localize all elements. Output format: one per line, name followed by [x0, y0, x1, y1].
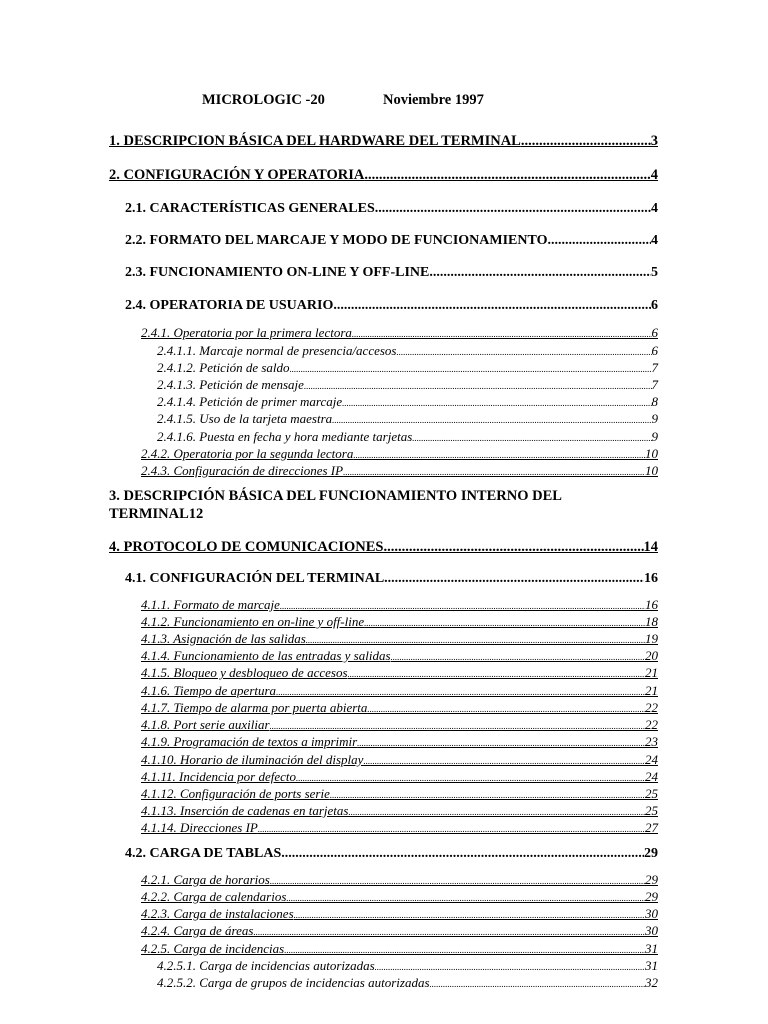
toc-page-number: 9 — [651, 411, 658, 426]
toc-leader-dots — [276, 687, 645, 697]
toc-entry[interactable] — [141, 786, 658, 802]
toc-entry-label: 4.2.2. Carga de calendarios — [141, 889, 287, 904]
document-date: Noviembre 1997 — [383, 92, 484, 108]
toc-entry-label: 2. CONFIGURACIÓN Y OPERATORIA — [109, 167, 365, 183]
toc-page-number: 16 — [645, 597, 658, 612]
toc-leader-dots — [364, 618, 645, 628]
toc-leader-dots — [306, 635, 645, 645]
toc-entry-label: 4.1.14. Direcciones IP — [141, 820, 258, 835]
toc-entry[interactable] — [141, 631, 658, 647]
document-title: MICROLOGIC -20 — [202, 92, 325, 108]
toc-entry[interactable] — [125, 846, 658, 862]
toc-page-number: 4 — [651, 201, 658, 216]
toc-page-number: 3 — [650, 133, 658, 149]
toc-entry-label: 4.2.4. Carga de áreas — [141, 923, 254, 938]
toc-entry[interactable] — [125, 298, 658, 314]
toc-entry-label: 4.1.5. Bloqueo y desbloqueo de accesos — [141, 665, 348, 680]
toc-leader-dots — [363, 756, 645, 766]
toc-page-number: 4 — [650, 167, 658, 183]
toc-leader-dots — [343, 467, 645, 477]
toc-leader-dots — [396, 347, 651, 357]
toc-leader-dots — [296, 773, 645, 783]
toc-leader-dots — [270, 721, 645, 731]
toc-entry[interactable] — [141, 803, 658, 819]
toc-entry-label: 2.4.1.2. Petición de saldo — [157, 360, 290, 375]
toc-page-number: 27 — [645, 820, 658, 835]
toc-entry-label: 4.2.3. Carga de instalaciones — [141, 906, 294, 921]
toc-entry-label: 4.1.4. Funcionamiento de las entradas y salidas — [141, 648, 391, 663]
toc-page-number: 16 — [644, 571, 658, 586]
toc-entry[interactable] — [141, 683, 658, 699]
toc-entry[interactable] — [141, 717, 658, 733]
toc-page-number: 5 — [651, 265, 658, 280]
toc-entry[interactable] — [141, 463, 658, 479]
toc-leader-dots — [352, 329, 652, 339]
toc-entry[interactable] — [157, 975, 658, 991]
toc-leader-dots — [258, 824, 645, 834]
toc-leader-dots — [284, 945, 645, 955]
toc-entry-label: 4.1.6. Tiempo de apertura — [141, 683, 277, 698]
toc-leader-dots — [367, 704, 645, 714]
toc-page-number: 6 — [651, 325, 658, 340]
toc-leader-dots — [429, 265, 651, 281]
toc-page-number: 25 — [645, 803, 658, 818]
toc-entry[interactable] — [141, 923, 658, 939]
toc-page-number: 18 — [645, 614, 658, 629]
toc-leader-dots — [294, 910, 645, 920]
toc-page-number: 19 — [645, 631, 658, 646]
toc-entry-label: 2.4.1.5. Uso de la tarjeta maestra — [157, 411, 333, 426]
toc-page-number: 7 — [651, 360, 658, 375]
toc-leader-dots — [348, 807, 645, 817]
toc-entry-label: 4.2.5. Carga de incidencias — [141, 941, 285, 956]
toc-entry-label: 2.3. FUNCIONAMIENTO ON-LINE Y OFF-LINE — [125, 265, 430, 280]
toc-leader-dots — [364, 167, 650, 184]
toc-entry[interactable] — [141, 734, 658, 750]
toc-entry-label: 2.4.1.4. Petición de primer marcaje — [157, 394, 343, 409]
toc-page-number: 22 — [645, 717, 658, 732]
toc-leader-dots — [383, 539, 643, 556]
toc-entry-label: 3. DESCRIPCIÓN BÁSICA DEL FUNCIONAMIENTO INTERNO DEL — [109, 488, 562, 504]
toc-entry[interactable] — [141, 872, 658, 888]
toc-entry[interactable] — [109, 133, 658, 150]
toc-entry[interactable] — [125, 233, 658, 249]
toc-entry-label: 2.4.1.3. Petición de mensaje — [157, 377, 304, 392]
toc-leader-dots — [412, 433, 651, 443]
toc-page-number: 29 — [645, 872, 658, 887]
toc-entry[interactable] — [157, 411, 658, 427]
toc-page-number: 20 — [645, 648, 658, 663]
toc-page-number: 21 — [645, 665, 658, 680]
toc-entry[interactable] — [141, 597, 658, 613]
toc-page-number: 22 — [645, 700, 658, 715]
toc-leader-dots — [521, 133, 651, 150]
toc-page-number: 30 — [645, 923, 658, 938]
toc-entry[interactable] — [157, 343, 658, 359]
toc-page-number: 24 — [645, 752, 658, 767]
toc-page-number: 4 — [651, 233, 658, 248]
toc-entry[interactable] — [109, 488, 658, 524]
toc-entry[interactable] — [141, 700, 658, 716]
toc-leader-dots — [281, 846, 644, 862]
toc-leader-dots — [353, 450, 645, 460]
toc-entry-label: 4.1.11. Incidencia por defecto — [141, 769, 296, 784]
toc-entry-label: 2.4.1. Operatoria por la primera lectora — [141, 325, 352, 340]
toc-entry-label: 4.1.1. Formato de marcaje — [141, 597, 280, 612]
toc-page-number: 10 — [645, 463, 658, 478]
toc-page-number: 7 — [651, 377, 658, 392]
toc-leader-dots — [357, 738, 645, 748]
toc-entry[interactable] — [141, 614, 658, 630]
toc-page-number: 6 — [651, 343, 658, 358]
toc-leader-dots — [430, 979, 645, 989]
toc-entry-label: 4.1.8. Port serie auxiliar — [141, 717, 270, 732]
toc-entry-label: 2.4.1.6. Puesta en fecha y hora mediante tarjetas — [157, 429, 413, 444]
toc-leader-dots — [304, 381, 652, 391]
toc-leader-dots — [384, 571, 644, 587]
toc-page-number: 29 — [644, 846, 658, 861]
toc-entry-label: 4.1. CONFIGURACIÓN DEL TERMINAL — [125, 571, 385, 586]
toc-entry[interactable] — [141, 941, 658, 957]
toc-entry-label: 4.1.12. Configuración de ports serie — [141, 786, 330, 801]
toc-entry[interactable] — [109, 167, 658, 184]
toc-entry[interactable] — [141, 325, 658, 341]
toc-page-number: 32 — [645, 975, 658, 990]
toc-entry-label: 4.2.5.2. Carga de grupos de incidencias autorizadas — [157, 975, 430, 990]
toc-entry-label: 4.1.3. Asignación de las salidas — [141, 631, 306, 646]
toc-page-number: 9 — [651, 429, 658, 444]
toc-entry-label: 2.2. FORMATO DEL MARCAJE Y MODO DE FUNCIONAMIENTO — [125, 233, 548, 248]
toc-entry[interactable] — [141, 665, 658, 681]
toc-page-number: 23 — [645, 734, 658, 749]
toc-leader-dots — [342, 398, 651, 408]
toc-entry-label: 4.1.7. Tiempo de alarma por puerta abierta — [141, 700, 368, 715]
toc-entry[interactable] — [109, 539, 658, 556]
toc-page-number: 10 — [645, 446, 658, 461]
toc-entry[interactable] — [157, 958, 658, 974]
toc-leader-dots — [332, 415, 651, 425]
toc-page-number: 30 — [645, 906, 658, 921]
toc-entry-label: 4.2.1. Carga de horarios — [141, 872, 270, 887]
toc-entry[interactable] — [125, 265, 658, 281]
toc-entry[interactable] — [157, 360, 658, 376]
toc-entry[interactable] — [157, 429, 658, 445]
toc-leader-dots — [391, 652, 645, 662]
toc-page-number: 6 — [651, 298, 658, 313]
toc-leader-dots — [348, 669, 645, 679]
toc-entry[interactable] — [141, 752, 658, 768]
toc-leader-dots — [547, 233, 651, 249]
toc-page-number: 29 — [645, 889, 658, 904]
toc-leader-dots — [330, 790, 645, 800]
toc-entry[interactable] — [125, 571, 658, 587]
toc-leader-dots — [375, 962, 645, 972]
toc-page-number: 21 — [645, 683, 658, 698]
toc-entry[interactable] — [141, 820, 658, 836]
toc-leader-dots — [290, 364, 652, 374]
toc-entry-label: 1. DESCRIPCION BÁSICA DEL HARDWARE DEL TERMINAL — [109, 133, 521, 149]
toc-page-number: 8 — [651, 394, 658, 409]
toc-entry[interactable] — [141, 769, 658, 785]
toc-entry-label: 4. PROTOCOLO DE COMUNICACIONES — [109, 539, 384, 555]
toc-entry-label: 2.4. OPERATORIA DE USUARIO — [125, 298, 334, 313]
toc-page-number: 24 — [645, 769, 658, 784]
toc-entry-label: 4.1.13. Inserción de cadenas en tarjetas — [141, 803, 349, 818]
toc-entry[interactable] — [157, 394, 658, 410]
toc-entry-label: 4.2. CARGA DE TABLAS — [125, 846, 282, 861]
toc-entry-label: 4.1.2. Funcionamiento en on-line y off-line — [141, 614, 365, 629]
toc-entry-label: 4.2.5.1. Carga de incidencias autorizadas — [157, 958, 375, 973]
toc-leader-dots — [333, 298, 651, 314]
toc-page-number: 14 — [643, 539, 658, 555]
toc-page-number: 12 — [188, 506, 204, 522]
toc-entry[interactable] — [157, 377, 658, 393]
toc-entry[interactable] — [125, 201, 658, 217]
toc-page-number: 25 — [645, 786, 658, 801]
toc-leader-dots — [375, 201, 651, 217]
toc-entry-label: 2.4.3. Configuración de direcciones IP — [141, 463, 344, 478]
toc-entry[interactable] — [141, 446, 658, 462]
toc-page-number: 31 — [645, 958, 658, 973]
toc-entry[interactable] — [141, 648, 658, 664]
toc-leader-dots — [270, 876, 645, 886]
toc-entry-label: 4.1.9. Programación de textos a imprimir — [141, 734, 358, 749]
toc-entry[interactable] — [141, 889, 658, 905]
toc-entry-label-continued: TERMINAL — [109, 506, 189, 522]
toc-entry-label: 2.4.1.1. Marcaje normal de presencia/accesos — [157, 343, 397, 358]
toc-page-number: 31 — [645, 941, 658, 956]
toc-entry-label: 4.1.10. Horario de iluminación del display — [141, 752, 364, 767]
toc-leader-dots — [253, 927, 645, 937]
toc-leader-dots — [280, 601, 645, 611]
toc-leader-dots — [286, 893, 645, 903]
toc-entry-label: 2.1. CARACTERÍSTICAS GENERALES — [125, 201, 375, 216]
toc-entry-label: 2.4.2. Operatoria por la segunda lectora — [141, 446, 354, 461]
toc-entry[interactable] — [141, 906, 658, 922]
